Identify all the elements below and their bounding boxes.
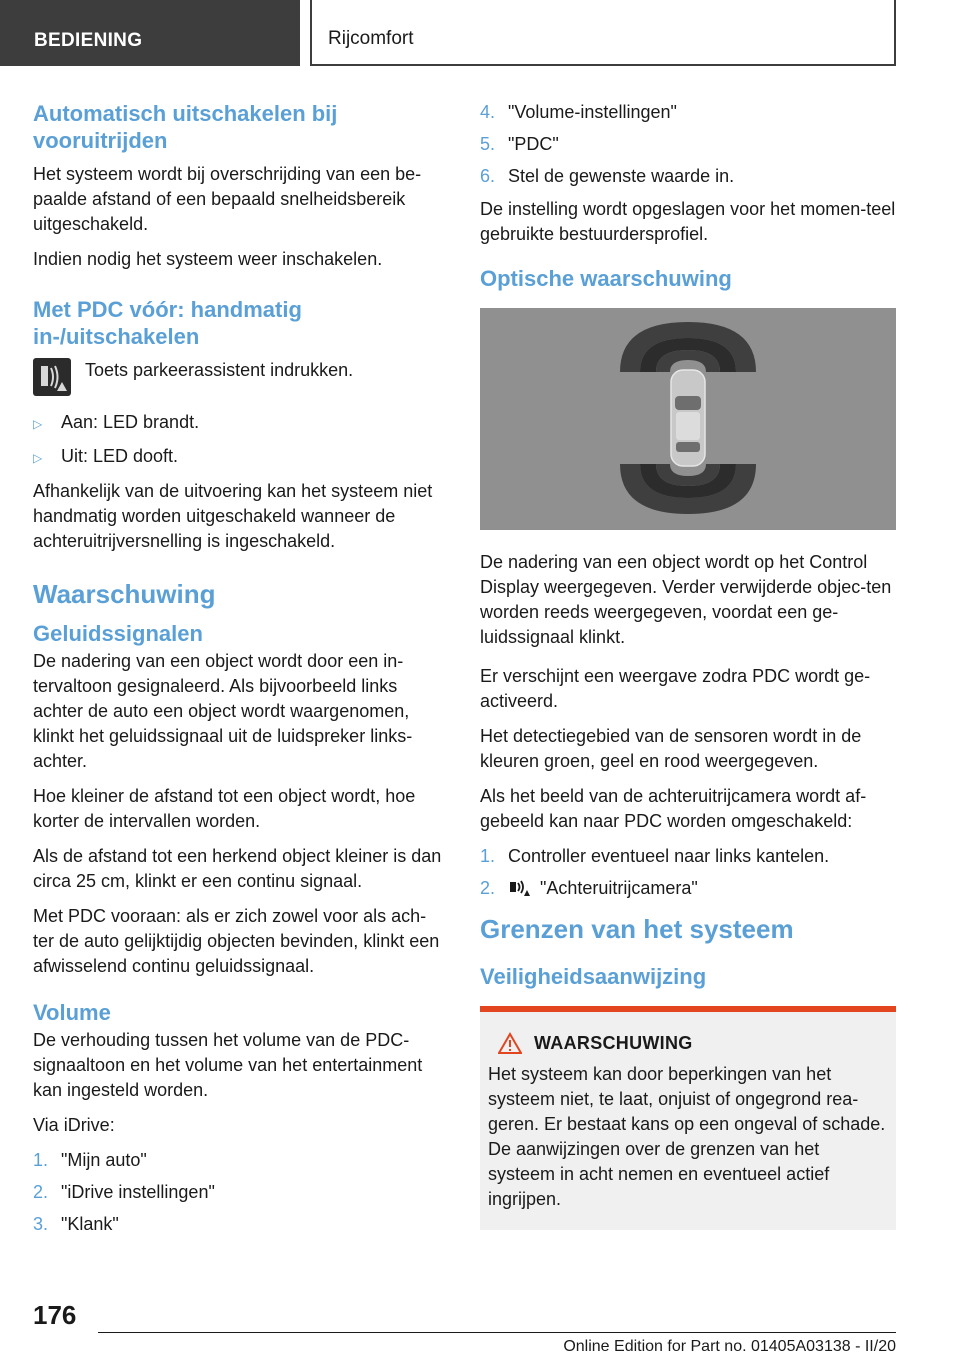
- page-header: [0, 0, 960, 66]
- edition-note: Online Edition for Part no. 01405A03138 - II/20: [563, 1338, 896, 1355]
- list-item: ▷ Uit: LED dooft.: [33, 444, 447, 471]
- list-item: 6. Stel de gewenste waarde in.: [480, 166, 735, 186]
- parking-assist-button-icon: [33, 358, 71, 396]
- warning-text: Het systeem kan door beperkingen van het systeem niet, te laat, onjuist of ongegrond rea-geren. Er bestaat kans op een ongeval of schade. De aanwijzingen over de grenzen van het systeem in acht nemen en eventueel actief ingrijpen.: [488, 1064, 886, 1209]
- paragraph-saved: De instelling wordt opgeslagen voor het momen-teel gebruikte bestuurdersprofiel.: [480, 199, 896, 244]
- list-item: 1. Controller eventueel naar links kantelen.: [480, 846, 830, 866]
- list-item: 2. "iDrive instellingen": [33, 1182, 215, 1202]
- warning-triangle-icon: [498, 1032, 522, 1054]
- page-number: 176: [33, 1300, 77, 1330]
- paragraph-optical-3: Het detectiegebied van de sensoren wordt in de kleuren groen, geel en rood weergegeven.: [480, 726, 862, 771]
- warning-title: WAARSCHUWING: [488, 1032, 886, 1054]
- heading-warning: Waarschuwing: [33, 579, 216, 609]
- button-instruction-text: Toets parkeerassistent indrukken.: [85, 360, 354, 380]
- paragraph-sound-2: Hoe kleiner de afstand tot een object wordt, hoe korter de intervallen worden.: [33, 786, 416, 831]
- paragraph-sound-4: Met PDC vooraan: als er zich zowel voor als ach-ter de auto gelijktijdig objecten bevinden, klinkt een afwisselend continu geluidssignaal.: [33, 906, 440, 976]
- list-item: 2. "Achteruitrijcamera": [480, 878, 698, 898]
- heading-volume: Volume: [33, 1000, 111, 1025]
- button-instruction: [33, 358, 447, 396]
- list-item: 1. "Mijn auto": [33, 1150, 147, 1170]
- volume-steps-right: [480, 100, 896, 189]
- left-column: [33, 100, 447, 1245]
- led-list: [33, 410, 447, 471]
- triangle-bullet-icon: ▷: [33, 451, 43, 465]
- paragraph-volume: De verhouding tussen het volume van de PDC-signaaltoon en het volume van het entertainment kan ingesteld worden.: [33, 1030, 423, 1100]
- reversing-camera-icon: [508, 876, 532, 898]
- paragraph-auto-off: Het systeem wordt bij overschrijding van een be-paalde afstand of een bepaald snelheidsbereik uitgeschakeld.: [33, 164, 422, 234]
- footer-divider: [98, 1332, 896, 1333]
- paragraph-optical-2: Er verschijnt een weergave zodra PDC wordt ge-activeerd.: [480, 666, 871, 711]
- paragraph-sound-3: Als de afstand tot een herkend object kleiner is dan circa 25 cm, klinkt er een continu signaal.: [33, 846, 442, 891]
- paragraph-optical-4: Als het beeld van de achteruitrijcamera wordt af-gebeeld kan naar PDC worden omgeschakeld:: [480, 786, 867, 831]
- paragraph-sound-1: De nadering van een object wordt door een in-tervaltoon gesignaleerd. Als bijvoorbeeld links achter de auto een object wordt waargenomen, klinkt het geluidssignaal uit de luidspreker links-achter.: [33, 651, 413, 771]
- pdc-display-figure: [480, 308, 896, 530]
- volume-steps-left: [33, 1148, 447, 1237]
- list-item: 4. "Volume-instellingen": [480, 102, 677, 122]
- list-item: ▷ Aan: LED brandt.: [33, 410, 447, 437]
- chapter-title: Rijcomfort: [310, 0, 896, 66]
- right-column: [480, 100, 896, 1230]
- paragraph-reenable: Indien nodig het systeem weer inschakelen.: [33, 249, 383, 269]
- paragraph-variant: Afhankelijk van de uitvoering kan het systeem niet handmatig worden uitgeschakeld wanneer de achteruitrijversnelling is ingeschakeld.: [33, 481, 433, 551]
- heading-limits: Grenzen van het systeem: [480, 914, 794, 944]
- heading-manual: Met PDC vóór: handmatig in-/uitschakelen: [33, 297, 302, 349]
- paragraph-idrive: Via iDrive:: [33, 1115, 115, 1135]
- heading-optical: Optische waarschuwing: [480, 266, 732, 291]
- list-item: 3. "Klank": [33, 1214, 119, 1234]
- pdc-illustration: [480, 308, 896, 530]
- paragraph-optical-1: De nadering van een object wordt op het Control Display weergegeven. Verder verwijderde objec-ten worden reeds weergegeven, voordat een ge-luidssignaal klinkt.: [480, 552, 892, 647]
- camera-steps: [480, 844, 896, 901]
- page-footer: [0, 1290, 960, 1362]
- heading-auto-off: Automatisch uitschakelen bij vooruitrijden: [33, 101, 338, 153]
- list-item: 5. "PDC": [480, 134, 559, 154]
- heading-safety: Veiligheidsaanwijzing: [480, 964, 707, 989]
- heading-sound: Geluidssignalen: [33, 621, 203, 646]
- triangle-bullet-icon: ▷: [33, 417, 43, 431]
- section-title: BEDIENING: [0, 0, 300, 66]
- warning-box: [480, 1006, 896, 1230]
